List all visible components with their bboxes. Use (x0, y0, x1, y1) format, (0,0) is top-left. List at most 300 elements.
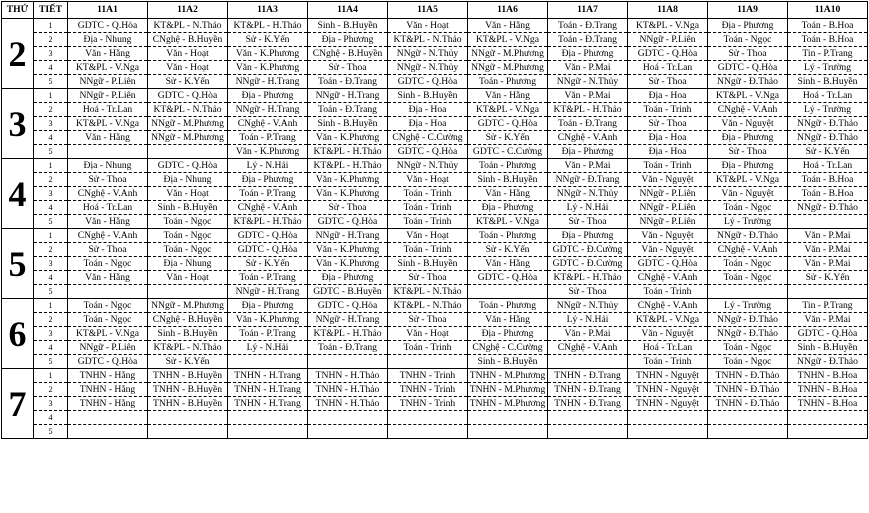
lesson-cell (68, 411, 148, 425)
lesson-cell: KT&PL - H.Thảo (548, 103, 628, 117)
lesson-cell: Địa - Nhung (68, 159, 148, 173)
day-label: 5 (2, 229, 34, 299)
lesson-cell: TNHN - Đ.Trang (548, 383, 628, 397)
period-row (2, 159, 868, 173)
lesson-cell: Sử - K.Yến (148, 355, 228, 369)
lesson-cell: Sử - Thoa (548, 215, 628, 229)
lesson-cell (68, 425, 148, 439)
lesson-cell: Toán - Đ.Trang (308, 103, 388, 117)
lesson-cell: KT&PL - V.Nga (628, 313, 708, 327)
lesson-cell: Văn - Hằng (68, 215, 148, 229)
lesson-cell: NNgữ - N.Thủy (548, 299, 628, 313)
period-number: 3 (34, 187, 68, 201)
period-number: 2 (34, 33, 68, 47)
period-row (2, 355, 868, 369)
lesson-cell: KT&PL - V.Nga (468, 33, 548, 47)
lesson-cell: NNgữ - H.Trang (228, 75, 308, 89)
lesson-cell: CNghệ - V.Anh (228, 117, 308, 131)
lesson-cell: TNHN - Trinh (388, 369, 468, 383)
period-number: 5 (34, 215, 68, 229)
lesson-cell: GDTC - Q.Hòa (228, 243, 308, 257)
lesson-cell: Toán - B.Hoa (788, 187, 868, 201)
lesson-cell: TNHN - Đ.Thảo (708, 383, 788, 397)
lesson-cell: KT&PL - V.Nga (468, 103, 548, 117)
lesson-cell: CNghệ - B.Huyền (148, 313, 228, 327)
lesson-cell: CNghệ - V.Anh (548, 131, 628, 145)
lesson-cell: TNHN - H.Trang (228, 369, 308, 383)
lesson-cell: Văn - Nguyệt (628, 173, 708, 187)
lesson-cell (148, 425, 228, 439)
lesson-cell: Lý - N.Hải (548, 201, 628, 215)
lesson-cell: Lý - Trường (708, 215, 788, 229)
lesson-cell: Toán - Trinh (628, 103, 708, 117)
lesson-cell: GDTC - Q.Hòa (228, 229, 308, 243)
lesson-cell: Sinh - B.Huyền (388, 257, 468, 271)
lesson-cell: Văn - P.Mai (548, 327, 628, 341)
lesson-cell: Văn - K.Phương (228, 313, 308, 327)
lesson-cell (468, 425, 548, 439)
lesson-cell: Văn - Hằng (68, 47, 148, 61)
lesson-cell: TNHN - Hằng (68, 397, 148, 411)
period-number: 4 (34, 271, 68, 285)
day-label: 4 (2, 159, 34, 229)
lesson-cell: NNgữ - Đ.Thảo (708, 313, 788, 327)
day-label: 6 (2, 299, 34, 369)
period-row (2, 131, 868, 145)
lesson-cell: Hoá - Tr.Lan (628, 61, 708, 75)
lesson-cell: Toán - B.Hoa (788, 173, 868, 187)
lesson-cell: Toán - Đ.Trang (548, 117, 628, 131)
lesson-cell: Văn - K.Phương (228, 145, 308, 159)
lesson-cell: GDTC - Q.Hòa (68, 19, 148, 33)
period-number: 5 (34, 355, 68, 369)
lesson-cell: GDTC - B.Huyền (308, 285, 388, 299)
lesson-cell: NNgữ - Đ.Thảo (788, 117, 868, 131)
lesson-cell: Toán - Trinh (388, 243, 468, 257)
period-number: 2 (34, 103, 68, 117)
lesson-cell: Lý - Trường (788, 103, 868, 117)
lesson-cell: TNHN - Đ.Trang (548, 369, 628, 383)
lesson-cell: NNgữ - N.Thủy (388, 47, 468, 61)
day-label: 2 (2, 19, 34, 89)
lesson-cell: Sử - K.Yến (468, 131, 548, 145)
lesson-cell: NNgữ - P.Liên (68, 75, 148, 89)
lesson-cell: GDTC - Q.Hòa (468, 117, 548, 131)
lesson-cell: Tin - P.Trang (788, 47, 868, 61)
period-number: 1 (34, 299, 68, 313)
lesson-cell: GDTC - Q.Hòa (708, 61, 788, 75)
period-number: 2 (34, 313, 68, 327)
period-number: 3 (34, 117, 68, 131)
lesson-cell: Toán - P.Trang (228, 271, 308, 285)
lesson-cell: Địa - Phương (708, 131, 788, 145)
lesson-cell: Văn - Hoạt (148, 187, 228, 201)
lesson-cell: TNHN - Đ.Thảo (708, 369, 788, 383)
lesson-cell: Văn - Hằng (468, 89, 548, 103)
lesson-cell: TNHN - Đ.Thảo (708, 397, 788, 411)
period-row (2, 201, 868, 215)
lesson-cell: TNHN - H.Thảo (308, 383, 388, 397)
lesson-cell (68, 285, 148, 299)
lesson-cell: Sinh - B.Huyền (468, 173, 548, 187)
lesson-cell: NNgữ - M.Phương (468, 47, 548, 61)
lesson-cell: Văn - Hoạt (388, 229, 468, 243)
lesson-cell (308, 411, 388, 425)
lesson-cell: KT&PL - H.Thảo (228, 215, 308, 229)
lesson-cell: KT&PL - V.Nga (708, 173, 788, 187)
lesson-cell: TNHN - M.Phương (468, 369, 548, 383)
lesson-cell: GDTC - Q.Hòa (628, 257, 708, 271)
lesson-cell: NNgữ - M.Phương (148, 299, 228, 313)
lesson-cell: Văn - Hoạt (148, 47, 228, 61)
lesson-cell (68, 145, 148, 159)
lesson-cell: Địa - Phương (308, 271, 388, 285)
class-header: 11A7 (548, 2, 628, 19)
lesson-cell: KT&PL - V.Nga (628, 19, 708, 33)
lesson-cell: Địa - Hoa (628, 145, 708, 159)
lesson-cell (228, 355, 308, 369)
period-number: 5 (34, 285, 68, 299)
lesson-cell: TNHN - H.Thảo (308, 369, 388, 383)
lesson-cell: TNHN - Nguyệt (628, 397, 708, 411)
lesson-cell: Toán - Phương (468, 75, 548, 89)
lesson-cell: Văn - P.Mai (788, 257, 868, 271)
lesson-cell: Toán - Trinh (388, 215, 468, 229)
lesson-cell: KT&PL - V.Nga (68, 61, 148, 75)
lesson-cell: TNHN - Hằng (68, 369, 148, 383)
lesson-cell: Toán - Phương (468, 159, 548, 173)
lesson-cell: Văn - Hằng (468, 313, 548, 327)
lesson-cell: KT&PL - H.Thảo (548, 271, 628, 285)
lesson-cell: TNHN - Nguyệt (628, 383, 708, 397)
lesson-cell: GDTC - Q.Hòa (388, 75, 468, 89)
lesson-cell: KT&PL - V.Nga (68, 327, 148, 341)
lesson-cell: Toán - Ngọc (148, 229, 228, 243)
period-row (2, 117, 868, 131)
lesson-cell: Toán - Trinh (628, 355, 708, 369)
lesson-cell: NNgữ - P.Liên (628, 215, 708, 229)
lesson-cell: NNgữ - M.Phương (148, 131, 228, 145)
period-number: 2 (34, 173, 68, 187)
lesson-cell: Địa - Nhung (68, 33, 148, 47)
lesson-cell: Địa - Phương (708, 19, 788, 33)
period-row (2, 89, 868, 103)
lesson-cell: NNgữ - P.Liên (68, 89, 148, 103)
lesson-cell: Lý - N.Hải (228, 159, 308, 173)
period-number: 5 (34, 425, 68, 439)
lesson-cell: Địa - Phương (548, 229, 628, 243)
lesson-cell: Toán - Ngọc (68, 299, 148, 313)
lesson-cell: Toán - Ngọc (148, 215, 228, 229)
lesson-cell: Toán - B.Hoa (788, 33, 868, 47)
lesson-cell (228, 425, 308, 439)
lesson-cell: KT&PL - H.Thảo (308, 327, 388, 341)
lesson-cell: Sử - K.Yến (228, 257, 308, 271)
lesson-cell (548, 355, 628, 369)
lesson-cell: TNHN - Nguyệt (628, 369, 708, 383)
lesson-cell: NNgữ - M.Phương (468, 61, 548, 75)
class-header: 11A2 (148, 2, 228, 19)
lesson-cell: Toán - Đ.Trang (308, 341, 388, 355)
lesson-cell: KT&PL - V.Nga (68, 117, 148, 131)
lesson-cell: Toán - Trinh (388, 201, 468, 215)
lesson-cell: Địa - Hoa (388, 117, 468, 131)
lesson-cell: Sử - Thoa (708, 145, 788, 159)
lesson-cell: Văn - K.Phương (228, 47, 308, 61)
lesson-cell: Toán - Đ.Trang (308, 75, 388, 89)
lesson-cell: GDTC - Q.Hòa (68, 355, 148, 369)
class-header: 11A4 (308, 2, 388, 19)
lesson-cell (788, 285, 868, 299)
lesson-cell: Sử - Thoa (68, 173, 148, 187)
period-number: 4 (34, 341, 68, 355)
period-row (2, 341, 868, 355)
lesson-cell: GDTC - Q.Hòa (468, 271, 548, 285)
lesson-cell: Sử - Thoa (628, 75, 708, 89)
lesson-cell: TNHN - Trinh (388, 383, 468, 397)
lesson-cell: NNgữ - H.Trang (308, 89, 388, 103)
period-row (2, 173, 868, 187)
lesson-cell: Toán - Trinh (388, 187, 468, 201)
lesson-cell: Toán - Đ.Trang (548, 19, 628, 33)
lesson-cell: TNHN - B.Hoa (788, 369, 868, 383)
class-header: 11A1 (68, 2, 148, 19)
lesson-cell: Văn - P.Mai (548, 159, 628, 173)
period-row (2, 327, 868, 341)
lesson-cell: CNghệ - B.Huyền (308, 47, 388, 61)
lesson-cell: Tin - P.Trang (788, 299, 868, 313)
lesson-cell: Toán - Phương (468, 299, 548, 313)
lesson-cell: Sinh - B.Huyền (788, 341, 868, 355)
lesson-cell (148, 145, 228, 159)
lesson-cell: Toán - P.Trang (228, 131, 308, 145)
lesson-cell: Toán - B.Hoa (788, 19, 868, 33)
period-column-header: TIẾT (34, 2, 68, 19)
lesson-cell: TNHN - M.Phương (468, 397, 548, 411)
lesson-cell: CNghệ - V.Anh (628, 299, 708, 313)
lesson-cell: Sinh - B.Huyền (468, 355, 548, 369)
lesson-cell: KT&PL - H.Thảo (228, 19, 308, 33)
period-row (2, 229, 868, 243)
lesson-cell: TNHN - M.Phương (468, 383, 548, 397)
lesson-cell: Địa - Phương (228, 173, 308, 187)
day-column-header: THỨ (2, 2, 34, 19)
lesson-cell: Sử - K.Yến (468, 243, 548, 257)
lesson-cell: GDTC - Đ.Cường (548, 243, 628, 257)
period-row (2, 299, 868, 313)
lesson-cell (788, 215, 868, 229)
lesson-cell: Toán - Đ.Trang (548, 33, 628, 47)
lesson-cell: Văn - Hằng (68, 271, 148, 285)
lesson-cell: GDTC - Q.Hòa (148, 159, 228, 173)
lesson-cell: GDTC - Q.Hòa (308, 299, 388, 313)
lesson-cell: TNHN - B.Hoa (788, 397, 868, 411)
lesson-cell (788, 411, 868, 425)
lesson-cell: NNgữ - P.Liên (628, 33, 708, 47)
lesson-cell: Địa - Phương (468, 327, 548, 341)
lesson-cell: KT&PL - N.Thảo (148, 341, 228, 355)
lesson-cell: NNgữ - Đ.Thảo (708, 327, 788, 341)
lesson-cell: Toán - Ngọc (708, 33, 788, 47)
lesson-cell: Toán - Ngọc (68, 313, 148, 327)
lesson-cell: Toán - P.Trang (228, 327, 308, 341)
lesson-cell: Sinh - B.Huyền (148, 201, 228, 215)
lesson-cell: NNgữ - Đ.Trang (548, 173, 628, 187)
period-number: 1 (34, 89, 68, 103)
period-number: 4 (34, 131, 68, 145)
lesson-cell: Địa - Phương (228, 89, 308, 103)
lesson-cell: Địa - Phương (228, 299, 308, 313)
lesson-cell: Văn - P.Mai (548, 61, 628, 75)
lesson-cell: Văn - Hằng (468, 19, 548, 33)
lesson-cell: Hoá - Tr.Lan (628, 341, 708, 355)
lesson-cell: Toán - Trinh (628, 159, 708, 173)
lesson-cell (388, 355, 468, 369)
lesson-cell: KT&PL - N.Thảo (388, 285, 468, 299)
lesson-cell: TNHN - Trinh (388, 397, 468, 411)
lesson-cell: TNHN - B.Huyền (148, 397, 228, 411)
lesson-cell: Văn - Hoạt (388, 173, 468, 187)
lesson-cell: CNghệ - C.Cường (468, 341, 548, 355)
lesson-cell: CNghệ - V.Anh (68, 187, 148, 201)
lesson-cell: TNHN - B.Hoa (788, 383, 868, 397)
lesson-cell (308, 355, 388, 369)
day-label: 7 (2, 369, 34, 439)
lesson-cell: Sử - K.Yến (148, 75, 228, 89)
lesson-cell: Địa - Phương (548, 145, 628, 159)
period-number: 1 (34, 159, 68, 173)
lesson-cell: NNgữ - H.Trang (308, 313, 388, 327)
class-header: 11A3 (228, 2, 308, 19)
lesson-cell: Địa - Hoa (388, 103, 468, 117)
lesson-cell: GDTC - Q.Hòa (308, 215, 388, 229)
lesson-cell: NNgữ - Đ.Thảo (708, 75, 788, 89)
lesson-cell: Sử - Thoa (628, 117, 708, 131)
period-number: 4 (34, 411, 68, 425)
lesson-cell: NNgữ - H.Trang (228, 285, 308, 299)
lesson-cell: TNHN - Đ.Trang (548, 397, 628, 411)
lesson-cell: Văn - Hoạt (148, 271, 228, 285)
lesson-cell: Địa - Hoa (628, 131, 708, 145)
lesson-cell: KT&PL - N.Thảo (148, 19, 228, 33)
class-header: 11A6 (468, 2, 548, 19)
lesson-cell: NNgữ - N.Thủy (388, 61, 468, 75)
lesson-cell (788, 425, 868, 439)
lesson-cell: CNghệ - V.Anh (548, 341, 628, 355)
day-label: 3 (2, 89, 34, 159)
lesson-cell: NNgữ - N.Thủy (388, 159, 468, 173)
lesson-cell: Lý - N.Hải (228, 341, 308, 355)
lesson-cell: Văn - P.Mai (788, 229, 868, 243)
lesson-cell: GDTC - Đ.Cường (548, 257, 628, 271)
lesson-cell: Hoá - Tr.Lan (788, 89, 868, 103)
lesson-cell: TNHN - H.Thảo (308, 397, 388, 411)
lesson-cell: Địa - Phương (308, 33, 388, 47)
lesson-cell: Văn - P.Mai (548, 89, 628, 103)
lesson-cell: Văn - Hoạt (148, 61, 228, 75)
period-row (2, 47, 868, 61)
lesson-cell (628, 411, 708, 425)
lesson-cell: Văn - Nguyệt (628, 229, 708, 243)
lesson-cell: GDTC - Q.Hòa (628, 47, 708, 61)
period-row (2, 425, 868, 439)
header-row (2, 2, 868, 19)
period-row (2, 369, 868, 383)
lesson-cell: Lý - N.Hải (548, 313, 628, 327)
lesson-cell: GDTC - Q.Hòa (388, 145, 468, 159)
lesson-cell: Toán - Ngọc (68, 257, 148, 271)
lesson-cell: Toán - P.Trang (228, 187, 308, 201)
lesson-cell: NNgữ - P.Liên (68, 341, 148, 355)
lesson-cell: Toán - Trinh (388, 341, 468, 355)
lesson-cell: KT&PL - V.Nga (708, 89, 788, 103)
lesson-cell: Văn - P.Mai (788, 243, 868, 257)
timetable (1, 1, 868, 439)
lesson-cell: NNgữ - P.Liên (628, 187, 708, 201)
lesson-cell: Sử - Thoa (548, 285, 628, 299)
lesson-cell: Văn - K.Phương (308, 243, 388, 257)
lesson-cell: Sử - Thoa (388, 313, 468, 327)
lesson-cell: Địa - Hoa (628, 89, 708, 103)
lesson-cell: Sử - Thoa (708, 47, 788, 61)
lesson-cell (228, 411, 308, 425)
lesson-cell: Địa - Phương (708, 159, 788, 173)
lesson-cell: TNHN - H.Trang (228, 397, 308, 411)
lesson-cell: TNHN - Hằng (68, 383, 148, 397)
lesson-cell: NNgữ - Đ.Thảo (708, 229, 788, 243)
lesson-cell: KT&PL - V.Nga (468, 215, 548, 229)
period-row (2, 145, 868, 159)
lesson-cell: Sử - Thoa (68, 243, 148, 257)
lesson-cell: CNghệ - B.Huyền (148, 33, 228, 47)
lesson-cell (628, 425, 708, 439)
lesson-cell: Toán - Ngọc (708, 355, 788, 369)
lesson-cell: KT&PL - H.Thảo (308, 145, 388, 159)
lesson-cell: Văn - Hoạt (388, 19, 468, 33)
lesson-cell: Văn - K.Phương (308, 131, 388, 145)
period-number: 2 (34, 383, 68, 397)
class-header: 11A9 (708, 2, 788, 19)
period-row (2, 19, 868, 33)
lesson-cell: CNghệ - V.Anh (708, 243, 788, 257)
period-number: 3 (34, 257, 68, 271)
lesson-cell: Lý - Trường (788, 61, 868, 75)
period-row (2, 257, 868, 271)
lesson-cell: Văn - K.Phương (308, 173, 388, 187)
lesson-cell: Văn - K.Phương (228, 61, 308, 75)
lesson-cell: KT&PL - N.Thảo (148, 103, 228, 117)
lesson-cell (708, 285, 788, 299)
period-number: 4 (34, 61, 68, 75)
lesson-cell: Toán - Ngọc (148, 243, 228, 257)
lesson-cell: Văn - K.Phương (308, 187, 388, 201)
lesson-cell: CNghệ - V.Anh (228, 201, 308, 215)
period-number: 3 (34, 397, 68, 411)
lesson-cell: TNHN - H.Trang (228, 383, 308, 397)
lesson-cell: NNgữ - H.Trang (228, 103, 308, 117)
period-number: 1 (34, 369, 68, 383)
class-header: 11A5 (388, 2, 468, 19)
period-number: 5 (34, 75, 68, 89)
lesson-cell: TNHN - B.Huyền (148, 383, 228, 397)
lesson-cell: Văn - Hằng (468, 187, 548, 201)
lesson-cell: Toán - Phương (468, 229, 548, 243)
period-row (2, 61, 868, 75)
lesson-cell: Sinh - B.Huyền (308, 19, 388, 33)
lesson-cell: Văn - Nguyệt (628, 327, 708, 341)
lesson-cell: NNgữ - Đ.Thảo (788, 355, 868, 369)
lesson-cell (148, 285, 228, 299)
